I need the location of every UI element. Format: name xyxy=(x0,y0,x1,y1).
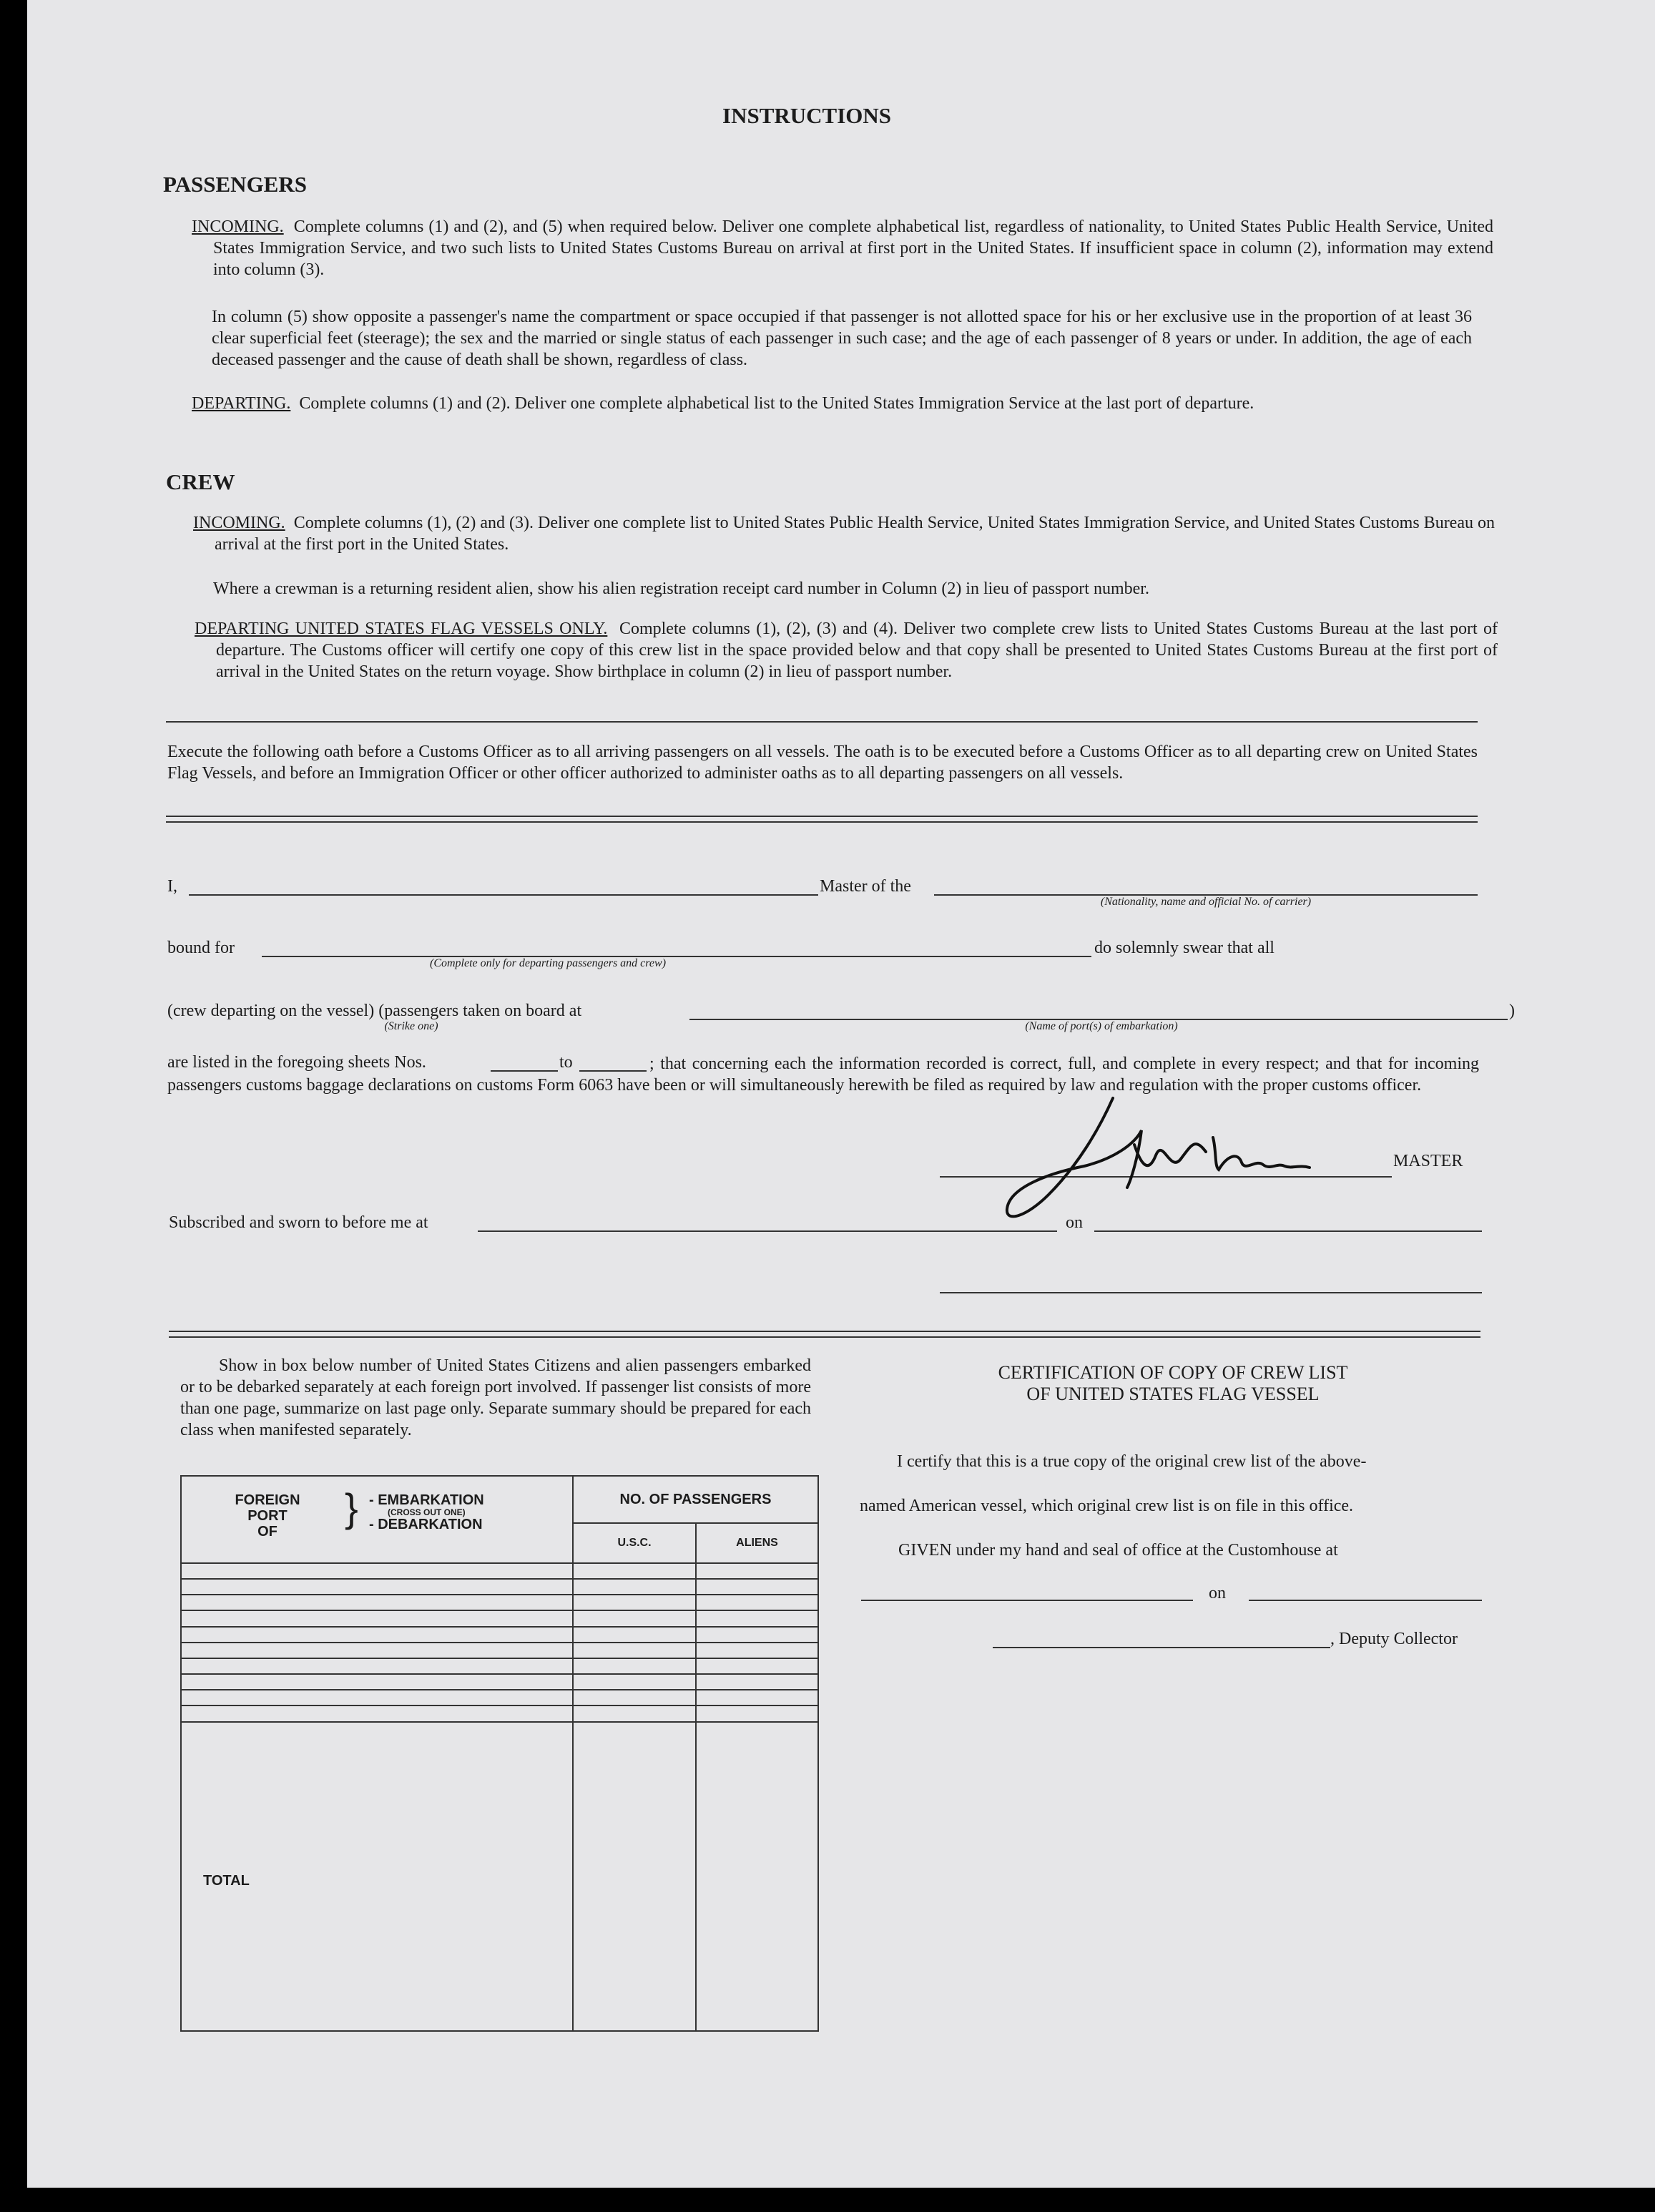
table-row xyxy=(181,1610,818,1626)
certification-title-line1: CERTIFICATION OF COPY OF CREW LIST xyxy=(998,1362,1348,1383)
signature-image xyxy=(991,1087,1327,1230)
aliens-header: ALIENS xyxy=(696,1523,818,1563)
certification-title xyxy=(865,1362,1480,1405)
debarkation-label: - DEBARKATION xyxy=(369,1517,483,1532)
sworn-date-field[interactable] xyxy=(1094,1230,1482,1232)
aliens-cell[interactable] xyxy=(696,1658,818,1674)
aliens-cell[interactable] xyxy=(696,1579,818,1595)
double-rule-top xyxy=(166,816,1478,817)
close-paren: ) xyxy=(1509,1002,1515,1020)
foreign-port-label-2: PORT xyxy=(247,1508,288,1524)
table-row xyxy=(181,1627,818,1643)
carrier-caption: (Nationality, name and official No. of carrier) xyxy=(1100,896,1312,908)
aliens-cell[interactable] xyxy=(696,1595,818,1610)
usc-cell[interactable] xyxy=(573,1595,696,1610)
brace-glyph: } xyxy=(345,1485,358,1530)
port-cell[interactable] xyxy=(181,1563,573,1579)
crew-departing-paragraph xyxy=(195,618,1498,682)
double-rule-2-bottom xyxy=(169,1336,1480,1338)
usc-cell[interactable] xyxy=(573,1627,696,1643)
aliens-cell[interactable] xyxy=(696,1643,818,1658)
no-of-passengers-header: NO. OF PASSENGERS xyxy=(573,1476,818,1523)
aliens-cell[interactable] xyxy=(696,1563,818,1579)
aliens-cell[interactable] xyxy=(696,1674,818,1690)
cert-on-label: on xyxy=(1209,1584,1226,1602)
table-row xyxy=(181,1690,818,1706)
usc-cell[interactable] xyxy=(573,1690,696,1706)
deputy-collector-label: , Deputy Collector xyxy=(1330,1630,1458,1648)
passengers-column5-paragraph: In column (5) show opposite a passenger's name the compartment or space occupied if that passenger is not allotted space for his or her exclusive use in the proportion of at least 36 clear superficial feet (steerage); the sex and the married or single status of each passenger in such case; and the age of each passenger of 8 years or under. In addition, the age of each deceased passenger and the cause of death shall be shown, regardless of class. xyxy=(212,308,1472,369)
usc-header: U.S.C. xyxy=(573,1523,696,1563)
port-cell[interactable] xyxy=(181,1595,573,1610)
crew-incoming-text: Complete columns (1), (2) and (3). Deliver one complete list to United States Public Health Service, United States Immigration Service, and United States Customs Bureau on arrival at the first port in the United States. xyxy=(215,514,1496,554)
crew-heading: CREW xyxy=(166,469,235,494)
table-row xyxy=(181,1643,818,1658)
port-cell[interactable] xyxy=(181,1706,573,1721)
port-cell[interactable] xyxy=(181,1627,573,1643)
foreign-port-header-cell xyxy=(181,1476,573,1563)
port-caption: (Name of port(s) of embarkation) xyxy=(1025,1020,1178,1032)
port-cell[interactable] xyxy=(181,1658,573,1674)
port-cell[interactable] xyxy=(181,1579,573,1595)
port-cell[interactable] xyxy=(181,1674,573,1690)
passengers-departing-label: DEPARTING. xyxy=(192,394,291,413)
crew-departing-text: Complete columns (1), (2), (3) and (4). Deliver two complete crew lists to United States Customs Bureau at the last port of departure. The Customs officer will certify one copy of this crew list in the space provided below and that copy shall be presented to United States Customs Bureau at the first port of arrival in the United States on the return voyage. Show birthplace in column (2) in lieu of passport number. xyxy=(216,620,1498,681)
table-row xyxy=(181,1706,818,1721)
foreign-port-label-3: OF xyxy=(257,1524,278,1540)
master-of-label: Master of the xyxy=(820,877,911,896)
oath-intro-paragraph: Execute the following oath before a Customs Officer as to all arriving passengers on all vessels. The oath is to be executed before a Customs Officer as to all departing crew on United States Flag Vessels, and before an Immigration Officer or other officer authorized to administer oaths as to all departing passengers on all vessels. xyxy=(167,743,1478,783)
summary-intro: Show in box below number of United States Citizens and alien passengers embarked or to be debarked separately at each foreign port involved. If passenger list consists of more than one page, summarize on last page only. Separate summary should be prepared for each class when manifested separately. xyxy=(180,1356,811,1439)
page-title: INSTRUCTIONS xyxy=(722,103,892,128)
certify-line2: named American vessel, which original crew list is on file in this office. xyxy=(860,1497,1354,1515)
total-label: TOTAL xyxy=(181,1722,573,2031)
table-row xyxy=(181,1674,818,1690)
certify-line1: I certify that this is a true copy of the original crew list of the above- xyxy=(897,1452,1367,1471)
usc-cell[interactable] xyxy=(573,1643,696,1658)
to-label: to xyxy=(559,1053,573,1072)
port-cell[interactable] xyxy=(181,1643,573,1658)
master-label: MASTER xyxy=(1393,1152,1463,1170)
oath-i-label: I, xyxy=(167,877,177,896)
aliens-cell[interactable] xyxy=(696,1690,818,1706)
passengers-incoming-paragraph xyxy=(192,216,1493,280)
sworn-location-field[interactable] xyxy=(478,1230,1057,1232)
passenger-summary-table xyxy=(180,1475,819,2032)
swear-label: do solemnly swear that all xyxy=(1094,939,1275,957)
crew-resident-paragraph: Where a crewman is a returning resident alien, show his alien registration receipt card number in Column (2) in lieu of passport number. xyxy=(213,579,1149,598)
listed-text: ; that concerning each the information recorded is correct, full, and complete in every respect; and that for incoming passengers customs baggage declarations on customs Form 6063 have been or will simultaneously herewith be filed as required by law and regulation with the proper customs officer. xyxy=(167,1054,1479,1095)
double-rule-bottom xyxy=(166,821,1478,823)
master-name-field[interactable] xyxy=(189,894,818,896)
crew-departing-label: DEPARTING UNITED STATES FLAG VESSELS ONLY. xyxy=(195,620,608,638)
foreign-port-label-1: FOREIGN xyxy=(235,1492,300,1508)
cross-out-label: (CROSS OUT ONE) xyxy=(388,1507,466,1517)
usc-cell[interactable] xyxy=(573,1658,696,1674)
table-row xyxy=(181,1563,818,1579)
officer-signature-line[interactable] xyxy=(940,1292,1482,1293)
strike-caption: (Strike one) xyxy=(384,1020,438,1032)
table-row xyxy=(181,1658,818,1674)
table-row xyxy=(181,1579,818,1595)
aliens-cell[interactable] xyxy=(696,1627,818,1643)
usc-cell[interactable] xyxy=(573,1563,696,1579)
subscribed-label: Subscribed and sworn to before me at xyxy=(169,1213,428,1232)
bound-for-label: bound for xyxy=(167,939,235,957)
listed-label: are listed in the foregoing sheets Nos. xyxy=(167,1053,426,1072)
passengers-departing-paragraph xyxy=(192,393,1493,414)
crew-incoming-paragraph xyxy=(193,512,1495,555)
passengers-departing-text: Complete columns (1) and (2). Deliver one complete alphabetical list to the United States Immigration Service at the last port of departure. xyxy=(299,394,1254,413)
aliens-cell[interactable] xyxy=(696,1706,818,1721)
usc-cell[interactable] xyxy=(573,1610,696,1626)
usc-cell[interactable] xyxy=(573,1706,696,1721)
aliens-cell[interactable] xyxy=(696,1610,818,1626)
usc-cell[interactable] xyxy=(573,1674,696,1690)
usc-total-cell[interactable] xyxy=(573,1722,696,2031)
usc-cell[interactable] xyxy=(573,1579,696,1595)
sworn-on-label: on xyxy=(1066,1213,1083,1232)
aliens-total-cell[interactable] xyxy=(696,1722,818,2031)
embarkation-label: - EMBARKATION xyxy=(369,1492,484,1508)
table-row xyxy=(181,1595,818,1610)
crew-incoming-label: INCOMING. xyxy=(193,514,285,532)
given-text: GIVEN under my hand and seal of office at the Customhouse at xyxy=(898,1541,1338,1560)
certification-title-line2: OF UNITED STATES FLAG VESSEL xyxy=(1026,1384,1320,1404)
port-cell[interactable] xyxy=(181,1610,573,1626)
bound-for-caption: (Complete only for departing passengers and crew) xyxy=(429,957,667,969)
divider-line xyxy=(166,721,1478,723)
cert-date-field[interactable] xyxy=(1249,1600,1482,1601)
port-cell[interactable] xyxy=(181,1690,573,1706)
passengers-heading: PASSENGERS xyxy=(163,172,307,197)
passengers-incoming-label: INCOMING. xyxy=(192,217,284,236)
customhouse-location-field[interactable] xyxy=(861,1600,1193,1601)
double-rule-2-top xyxy=(169,1331,1480,1332)
deputy-collector-signature-field[interactable] xyxy=(993,1647,1330,1648)
passengers-incoming-text: Complete columns (1) and (2), and (5) when required below. Deliver one complete alphabetical list, regardless of nationality, to United States Public Health Service, United States Immigration Service, and two such lists to United States Customs Bureau on arrival at first port in the United States. If insufficient space in column (2), information may extend into column (3). xyxy=(213,217,1494,279)
crew-passengers-label: (crew departing on the vessel) (passengers taken on board at xyxy=(167,1002,582,1020)
total-row xyxy=(181,1722,818,2031)
